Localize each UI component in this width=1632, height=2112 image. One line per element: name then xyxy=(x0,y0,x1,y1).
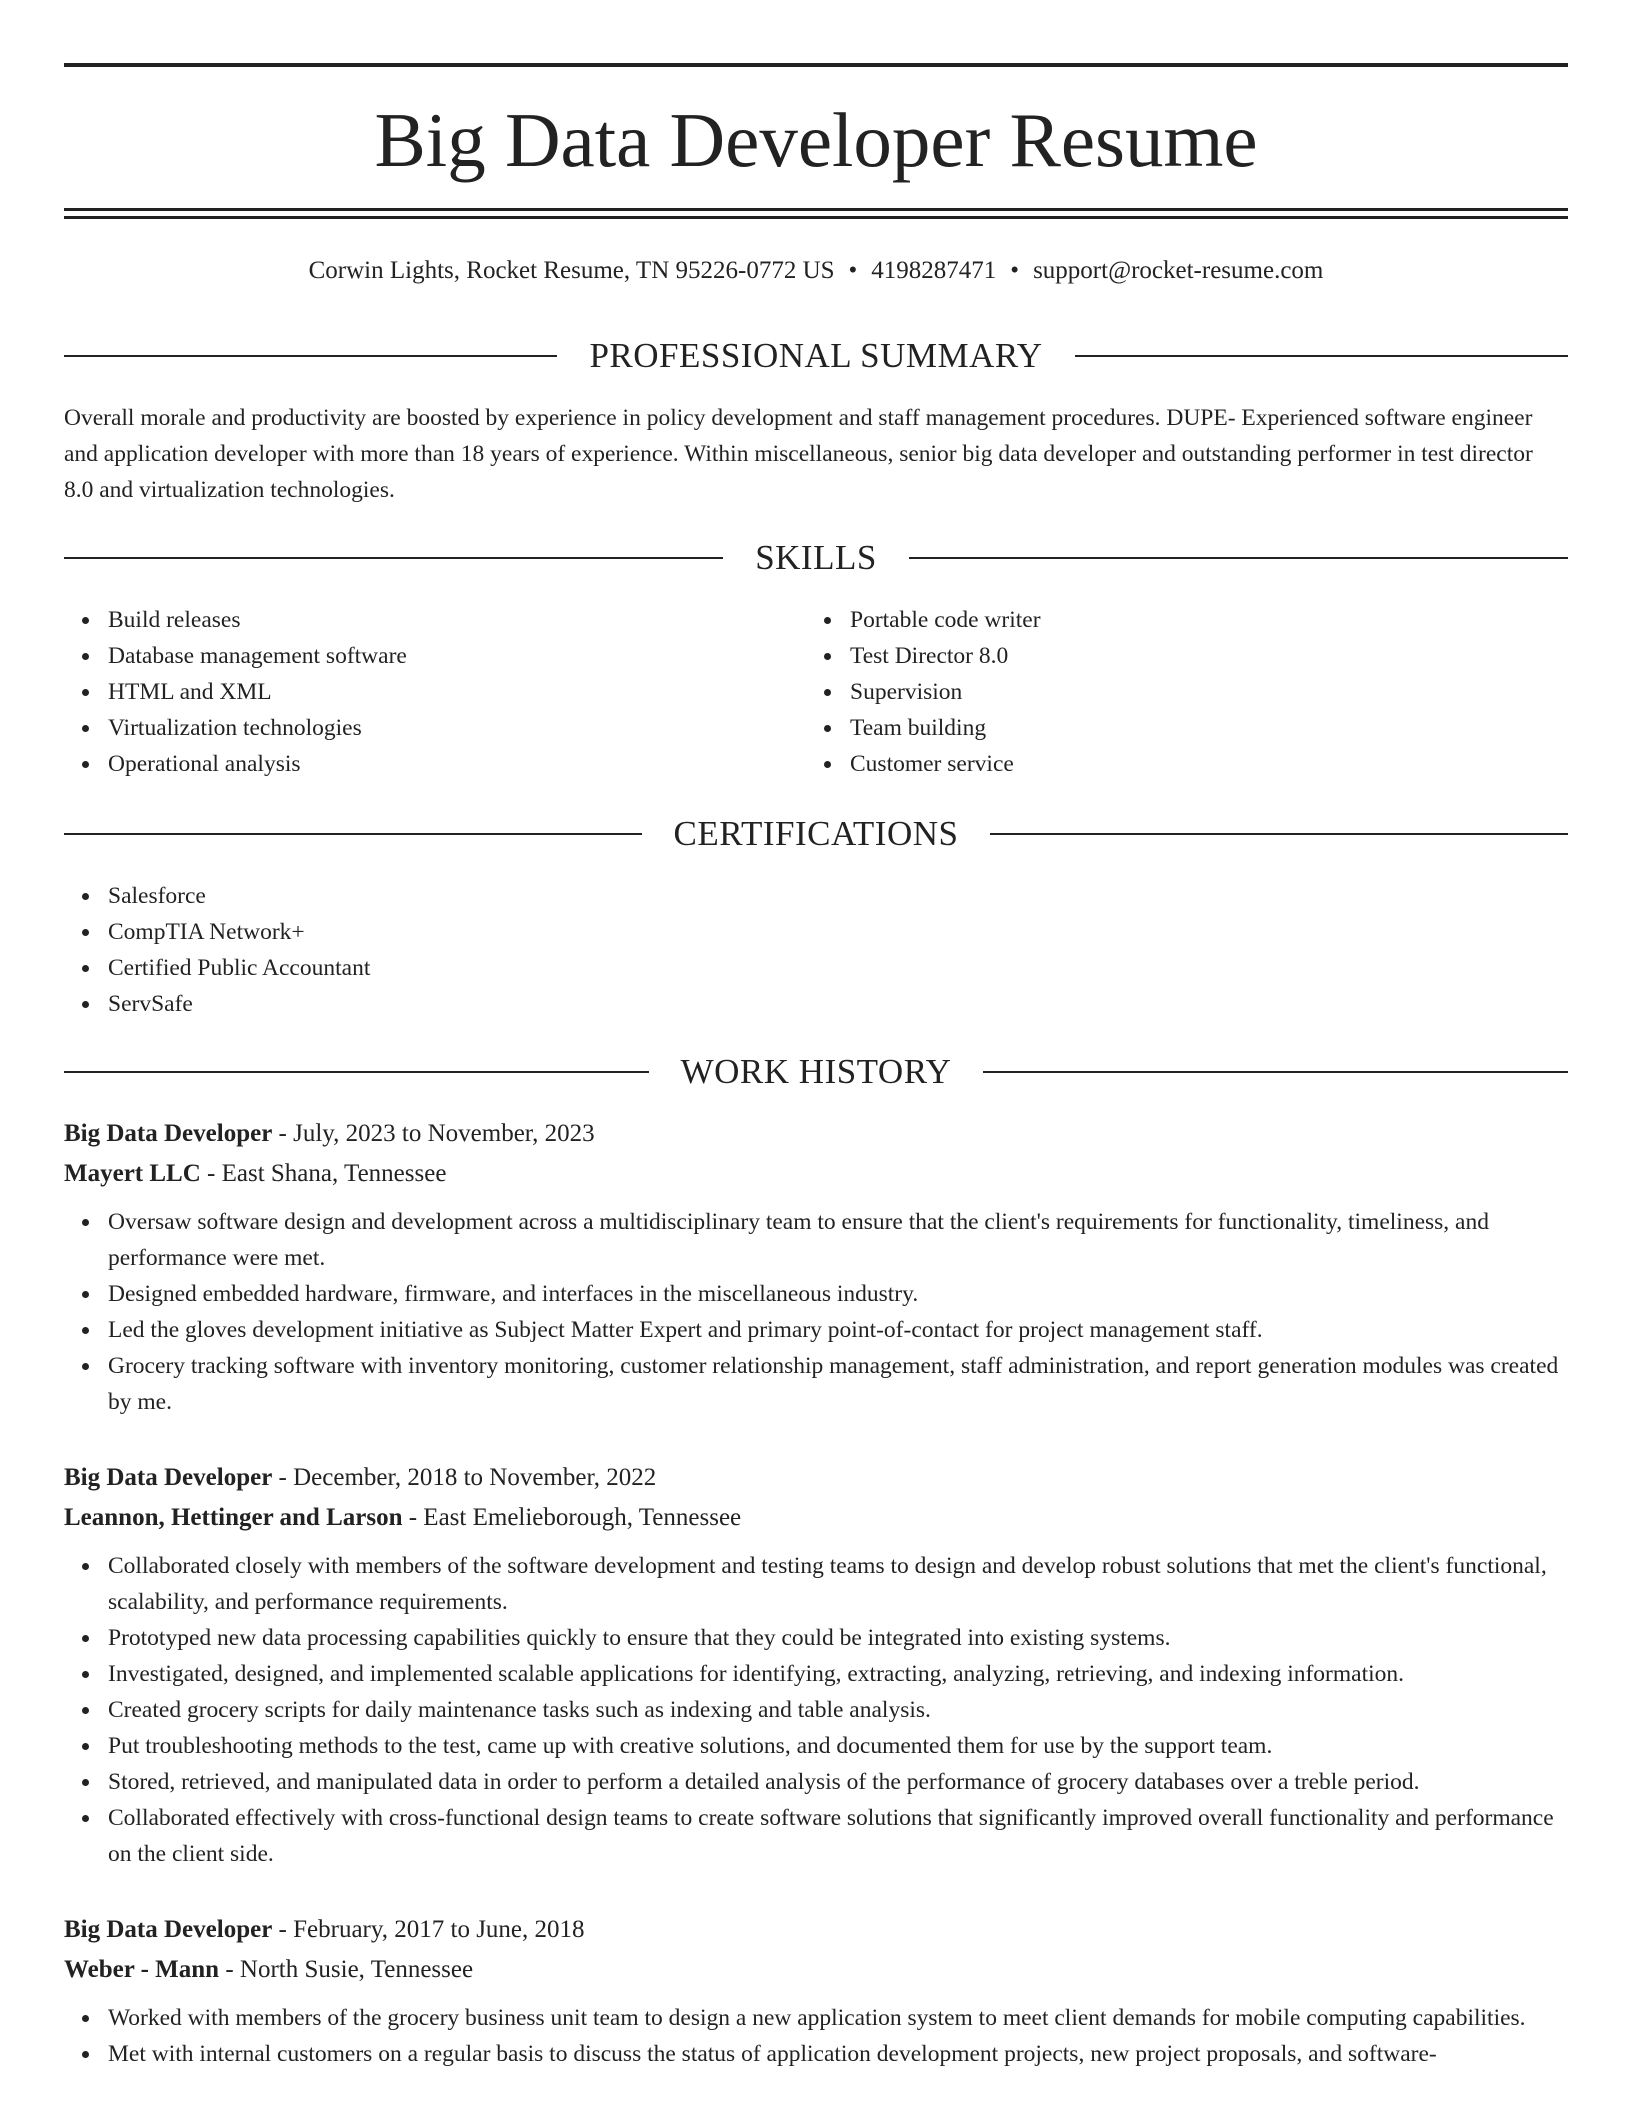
certifications-heading xyxy=(64,812,1568,856)
job-bullet: Met with internal customers on a regular basis to discuss the status of application development projects, new project proposals, and software- xyxy=(64,2036,1568,2072)
skill-item: Build releases xyxy=(64,602,764,638)
job-entry xyxy=(64,1114,1568,1420)
certifications-list xyxy=(64,878,964,1022)
heading-rule xyxy=(1075,355,1568,357)
job-entry xyxy=(64,1458,1568,1872)
top-rule xyxy=(64,63,1568,67)
job-company: Leannon, Hettinger and Larson xyxy=(64,1504,403,1531)
job-dates: - February, 2017 to June, 2018 xyxy=(272,1916,585,1943)
skills-heading xyxy=(64,536,1568,580)
contact-email[interactable]: support@rocket-resume.com xyxy=(1033,257,1324,284)
job-bullet: Put troubleshooting methods to the test, came up with creative solutions, and documented them for use by the support team. xyxy=(64,1728,1568,1764)
job-bullet: Investigated, designed, and implemented scalable applications for identifying, extracting, analyzing, retrieving, and indexing information. xyxy=(64,1656,1568,1692)
skill-item: Operational analysis xyxy=(64,746,764,782)
certifications-list-wrap xyxy=(64,878,964,1022)
certification-item: CompTIA Network+ xyxy=(64,914,964,950)
job-bullets xyxy=(64,1548,1568,1872)
job-bullet: Prototyped new data processing capabilities quickly to ensure that they could be integrated into existing systems. xyxy=(64,1620,1568,1656)
job-title-line xyxy=(64,1910,1568,1950)
skill-item: Supervision xyxy=(806,674,1506,710)
heading-rule xyxy=(983,1071,1568,1073)
skill-item: Test Director 8.0 xyxy=(806,638,1506,674)
title-rule-lower xyxy=(64,216,1568,219)
contact-separator: • xyxy=(848,257,858,284)
skills-right-column xyxy=(806,602,1506,782)
job-bullet: Led the gloves development initiative as Subject Matter Expert and primary point-of-contact for project management staff. xyxy=(64,1312,1568,1348)
skill-item: Portable code writer xyxy=(806,602,1506,638)
job-location: - North Susie, Tennessee xyxy=(219,1956,474,1983)
resume-title: Big Data Developer Resume xyxy=(374,97,1258,183)
job-bullet: Oversaw software design and development across a multidisciplinary team to ensure that the client's requirements for functionality, timeliness, and performance were met. xyxy=(64,1204,1568,1276)
contact-separator: • xyxy=(1010,257,1020,284)
heading-rule xyxy=(64,355,557,357)
summary-text: Overall morale and productivity are boosted by experience in policy development and staff management procedures. DUPE- Experienced software engineer and application developer with more than 18 years of experience. Within miscellaneous, senior big data developer and outstanding performer in test director 8.0 and virtualization technologies. xyxy=(64,405,1533,503)
job-company-line xyxy=(64,1950,1568,1990)
summary-heading xyxy=(64,334,1568,378)
skills-left-column xyxy=(64,602,764,782)
job-bullet: Worked with members of the grocery business unit team to design a new application system to meet client demands for mobile computing capabilities. xyxy=(64,2000,1568,2036)
contact-phone: 4198287471 xyxy=(871,257,997,284)
heading-rule xyxy=(64,1071,649,1073)
skills-right-list xyxy=(806,602,1506,782)
job-title-line xyxy=(64,1114,1568,1154)
title-rule-upper xyxy=(64,208,1568,211)
work-history-heading xyxy=(64,1050,1568,1094)
job-title-line xyxy=(64,1458,1568,1498)
job-bullets xyxy=(64,2000,1568,2072)
certifications-heading-label: CERTIFICATIONS xyxy=(673,814,959,853)
job-bullet: Collaborated effectively with cross-functional design teams to create software solutions that significantly improved overall functionality and performance on the client side. xyxy=(64,1800,1568,1872)
heading-rule xyxy=(64,833,642,835)
certification-item: Salesforce xyxy=(64,878,964,914)
skill-item: HTML and XML xyxy=(64,674,764,710)
contact-line xyxy=(64,256,1568,286)
job-dates: - December, 2018 to November, 2022 xyxy=(272,1464,657,1491)
job-bullet: Designed embedded hardware, firmware, and interfaces in the miscellaneous industry. xyxy=(64,1276,1568,1312)
job-title: Big Data Developer xyxy=(64,1916,273,1943)
skill-item: Virtualization technologies xyxy=(64,710,764,746)
heading-rule xyxy=(990,833,1568,835)
skill-item: Customer service xyxy=(806,746,1506,782)
job-bullet: Stored, retrieved, and manipulated data in order to perform a detailed analysis of the performance of grocery databases over a treble period. xyxy=(64,1764,1568,1800)
heading-rule xyxy=(64,557,723,559)
job-title: Big Data Developer xyxy=(64,1464,273,1491)
job-entry xyxy=(64,1910,1568,2072)
job-location: - East Shana, Tennessee xyxy=(200,1160,447,1187)
job-bullet: Created grocery scripts for daily maintenance tasks such as indexing and table analysis. xyxy=(64,1692,1568,1728)
job-bullets xyxy=(64,1204,1568,1420)
job-location: - East Emelieborough, Tennessee xyxy=(402,1504,742,1531)
job-dates: - July, 2023 to November, 2023 xyxy=(272,1120,595,1147)
job-title: Big Data Developer xyxy=(64,1120,273,1147)
skill-item: Database management software xyxy=(64,638,764,674)
certification-item: ServSafe xyxy=(64,986,964,1022)
skills-heading-label: SKILLS xyxy=(755,538,877,577)
job-company-line xyxy=(64,1498,1568,1538)
skills-left-list xyxy=(64,602,764,782)
certification-item: Certified Public Accountant xyxy=(64,950,964,986)
job-bullet: Collaborated closely with members of the software development and testing teams to design and develop robust solutions that met the client's functional, scalability, and performance requirements. xyxy=(64,1548,1568,1620)
work-history-heading-label: WORK HISTORY xyxy=(680,1052,952,1091)
skill-item: Team building xyxy=(806,710,1506,746)
job-company-line xyxy=(64,1154,1568,1194)
job-bullet: Grocery tracking software with inventory monitoring, customer relationship management, staff administration, and report generation modules was created by me. xyxy=(64,1348,1568,1420)
contact-address: Corwin Lights, Rocket Resume, TN 95226-0772 US xyxy=(308,257,835,284)
job-company: Weber - Mann xyxy=(64,1956,220,1983)
job-company: Mayert LLC xyxy=(64,1160,201,1187)
summary-heading-label: PROFESSIONAL SUMMARY xyxy=(589,336,1043,375)
heading-rule xyxy=(909,557,1568,559)
